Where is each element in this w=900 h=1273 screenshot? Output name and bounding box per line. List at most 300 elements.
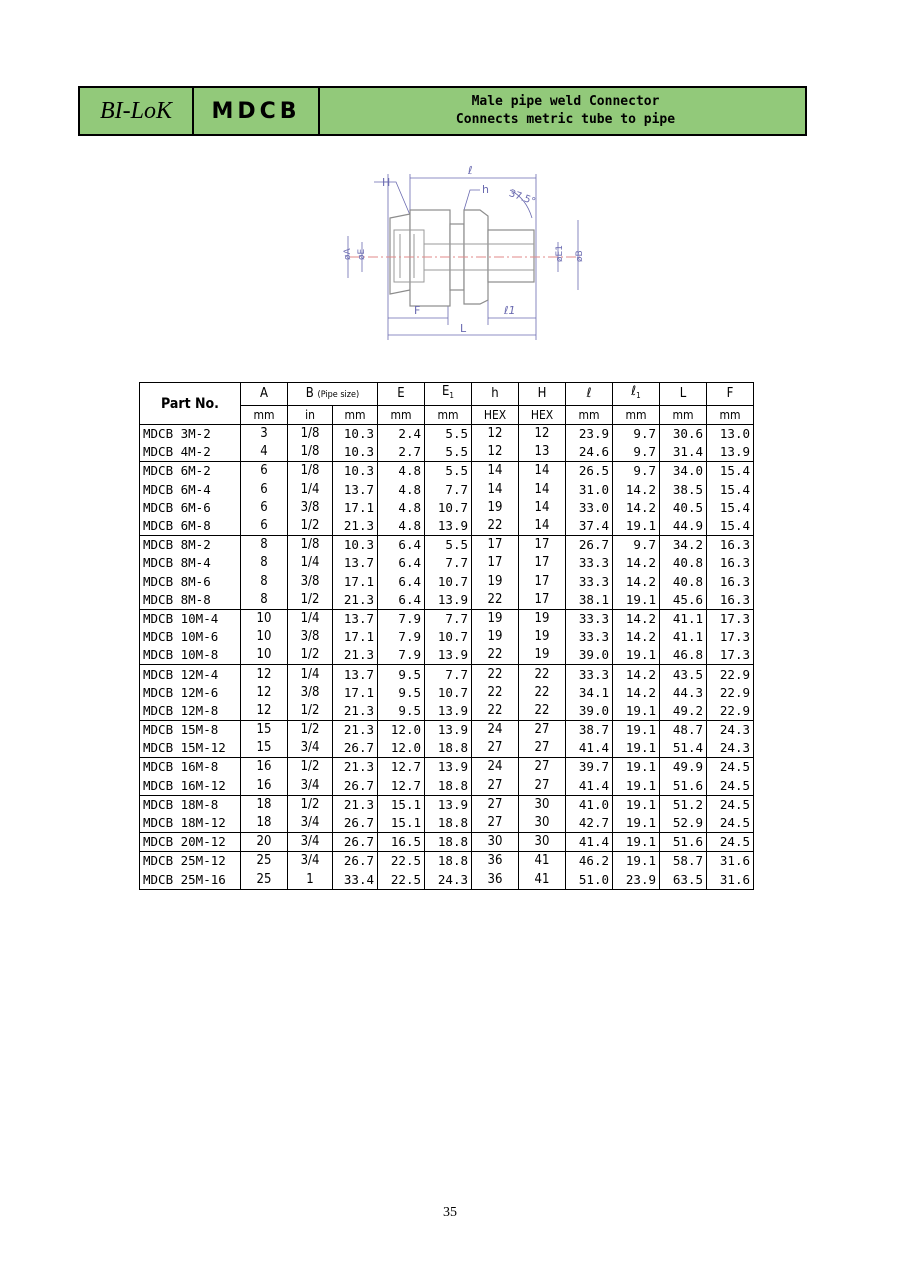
value-cell: 44.9: [660, 517, 707, 536]
value-cell: 40.8: [660, 573, 707, 591]
part-number-cell: MDCB 12M-6: [140, 684, 241, 702]
table-row: [140, 609, 754, 628]
value-cell: 18: [241, 795, 288, 814]
part-number-cell: MDCB 8M-2: [140, 536, 241, 555]
header-B: [288, 383, 378, 406]
value-cell: 1: [288, 871, 333, 890]
unit-cell: HEX: [472, 406, 519, 425]
value-cell: 14.2: [613, 481, 660, 499]
value-cell: 14: [519, 517, 566, 536]
value-cell: 15.4: [707, 517, 754, 536]
value-cell: 1/4: [288, 481, 333, 499]
value-cell: 41.4: [566, 739, 613, 758]
value-cell: 33.4: [333, 871, 378, 890]
table-row: [140, 628, 754, 646]
value-cell: 6.4: [378, 536, 425, 555]
part-number-cell: MDCB 10M-8: [140, 646, 241, 665]
table-row: [140, 758, 754, 777]
value-cell: 18.8: [425, 739, 472, 758]
header-l: ℓ: [566, 383, 613, 406]
value-cell: 15: [241, 721, 288, 740]
value-cell: 49.2: [660, 702, 707, 721]
value-cell: 17.1: [333, 684, 378, 702]
value-cell: 33.3: [566, 665, 613, 684]
value-cell: 14: [519, 462, 566, 481]
value-cell: 13.7: [333, 665, 378, 684]
value-cell: 17: [519, 591, 566, 610]
value-cell: 44.3: [660, 684, 707, 702]
value-cell: 13.7: [333, 609, 378, 628]
value-cell: 38.7: [566, 721, 613, 740]
value-cell: 1/8: [288, 536, 333, 555]
value-cell: 41.0: [566, 795, 613, 814]
value-cell: 24.3: [707, 721, 754, 740]
value-cell: 18.8: [425, 814, 472, 833]
header-l1-label: ℓ: [631, 384, 637, 399]
part-number-cell: MDCB 12M-8: [140, 702, 241, 721]
value-cell: 36: [472, 871, 519, 890]
label-l: ℓ: [468, 164, 473, 177]
label-H: H: [382, 176, 391, 189]
value-cell: 19: [472, 499, 519, 517]
value-cell: 27: [472, 814, 519, 833]
value-cell: 15: [241, 739, 288, 758]
value-cell: 6: [241, 462, 288, 481]
value-cell: 19: [472, 573, 519, 591]
value-cell: 22.9: [707, 684, 754, 702]
part-number-cell: MDCB 18M-12: [140, 814, 241, 833]
part-number-cell: MDCB 16M-12: [140, 777, 241, 796]
value-cell: 16.3: [707, 536, 754, 555]
unit-cell: mm: [241, 406, 288, 425]
value-cell: 17: [472, 554, 519, 572]
value-cell: 41.1: [660, 609, 707, 628]
label-l1: ℓ1: [504, 304, 516, 317]
value-cell: 22.9: [707, 665, 754, 684]
value-cell: 58.7: [660, 852, 707, 871]
value-cell: 19.1: [613, 739, 660, 758]
table-body: [140, 425, 754, 890]
value-cell: 14.2: [613, 499, 660, 517]
value-cell: 33.0: [566, 499, 613, 517]
page-number: 35: [443, 1205, 457, 1220]
value-cell: 24.6: [566, 443, 613, 462]
label-L: L: [460, 322, 467, 335]
value-cell: 51.4: [660, 739, 707, 758]
value-cell: 4: [241, 443, 288, 462]
value-cell: 24.3: [707, 739, 754, 758]
value-cell: 41.4: [566, 833, 613, 852]
value-cell: 10: [241, 628, 288, 646]
value-cell: 46.8: [660, 646, 707, 665]
value-cell: 12.7: [378, 777, 425, 796]
value-cell: 1/2: [288, 702, 333, 721]
value-cell: 18: [241, 814, 288, 833]
value-cell: 63.5: [660, 871, 707, 890]
unit-cell: mm: [425, 406, 472, 425]
value-cell: 12.0: [378, 739, 425, 758]
value-cell: 26.7: [333, 777, 378, 796]
value-cell: 24.5: [707, 777, 754, 796]
value-cell: 14: [519, 499, 566, 517]
value-cell: 18.8: [425, 833, 472, 852]
header-E1-sub: 1: [449, 391, 454, 400]
part-number-cell: MDCB 8M-4: [140, 554, 241, 572]
description-line-2: Connects metric tube to pipe: [455, 112, 676, 127]
value-cell: 41: [519, 871, 566, 890]
value-cell: 49.9: [660, 758, 707, 777]
value-cell: 19: [519, 646, 566, 665]
value-cell: 14: [519, 481, 566, 499]
part-number-cell: MDCB 10M-4: [140, 609, 241, 628]
value-cell: 26.7: [333, 833, 378, 852]
label-E: øE: [357, 248, 367, 260]
value-cell: 34.2: [660, 536, 707, 555]
value-cell: 8: [241, 536, 288, 555]
value-cell: 5.5: [425, 425, 472, 444]
table-row: [140, 573, 754, 591]
value-cell: 39.0: [566, 702, 613, 721]
header-L: L: [660, 383, 707, 406]
value-cell: 15.4: [707, 462, 754, 481]
value-cell: 15.1: [378, 814, 425, 833]
value-cell: 1/4: [288, 665, 333, 684]
value-cell: 17: [519, 554, 566, 572]
value-cell: 38.1: [566, 591, 613, 610]
value-cell: 45.6: [660, 591, 707, 610]
value-cell: 34.1: [566, 684, 613, 702]
value-cell: 48.7: [660, 721, 707, 740]
value-cell: 27: [519, 777, 566, 796]
value-cell: 17.3: [707, 628, 754, 646]
table-row: [140, 517, 754, 536]
value-cell: 16.3: [707, 554, 754, 572]
connector-drawing: [330, 160, 600, 350]
value-cell: 9.7: [613, 425, 660, 444]
value-cell: 31.6: [707, 871, 754, 890]
value-cell: 9.7: [613, 443, 660, 462]
label-B: øB: [575, 250, 585, 262]
value-cell: 24: [472, 758, 519, 777]
value-cell: 22: [472, 517, 519, 536]
value-cell: 6.4: [378, 591, 425, 610]
value-cell: 13.9: [425, 646, 472, 665]
value-cell: 24.5: [707, 833, 754, 852]
unit-cell: mm: [613, 406, 660, 425]
value-cell: 5.5: [425, 462, 472, 481]
value-cell: 9.5: [378, 702, 425, 721]
value-cell: 13.9: [425, 517, 472, 536]
table-row: [140, 795, 754, 814]
table-row: [140, 721, 754, 740]
value-cell: 13.0: [707, 425, 754, 444]
value-cell: 22.5: [378, 871, 425, 890]
value-cell: 8: [241, 573, 288, 591]
value-cell: 12.0: [378, 721, 425, 740]
part-number-cell: MDCB 20M-12: [140, 833, 241, 852]
header-h: h: [472, 383, 519, 406]
table-row: [140, 777, 754, 796]
table-row: [140, 591, 754, 610]
value-cell: 13.7: [333, 481, 378, 499]
table-row: [140, 684, 754, 702]
value-cell: 4.8: [378, 462, 425, 481]
label-h: h: [482, 183, 489, 196]
value-cell: 21.3: [333, 591, 378, 610]
value-cell: 3/8: [288, 499, 333, 517]
value-cell: 3/8: [288, 573, 333, 591]
value-cell: 21.3: [333, 758, 378, 777]
header-B-note: (Pipe size): [317, 389, 360, 400]
value-cell: 10.3: [333, 425, 378, 444]
table-row: [140, 554, 754, 572]
value-cell: 25: [241, 852, 288, 871]
table-row: [140, 481, 754, 499]
header-l1: [613, 383, 660, 406]
value-cell: 17.1: [333, 499, 378, 517]
value-cell: 13.9: [425, 795, 472, 814]
value-cell: 1/4: [288, 609, 333, 628]
value-cell: 18.8: [425, 777, 472, 796]
value-cell: 21.3: [333, 795, 378, 814]
value-cell: 26.7: [333, 852, 378, 871]
value-cell: 19: [472, 609, 519, 628]
value-cell: 36: [472, 852, 519, 871]
value-cell: 14: [472, 462, 519, 481]
value-cell: 6: [241, 517, 288, 536]
value-cell: 37.4: [566, 517, 613, 536]
value-cell: 12: [472, 425, 519, 444]
value-cell: 41.1: [660, 628, 707, 646]
value-cell: 22.9: [707, 702, 754, 721]
value-cell: 1/8: [288, 425, 333, 444]
value-cell: 19.1: [613, 702, 660, 721]
value-cell: 15.1: [378, 795, 425, 814]
part-number-cell: MDCB 25M-16: [140, 871, 241, 890]
value-cell: 24.5: [707, 795, 754, 814]
value-cell: 3/4: [288, 777, 333, 796]
value-cell: 30: [519, 833, 566, 852]
value-cell: 39.0: [566, 646, 613, 665]
value-cell: 2.7: [378, 443, 425, 462]
table-row: [140, 462, 754, 481]
value-cell: 23.9: [566, 425, 613, 444]
value-cell: 7.9: [378, 646, 425, 665]
value-cell: 14.2: [613, 665, 660, 684]
unit-cell: mm: [566, 406, 613, 425]
table-row: [140, 871, 754, 890]
part-number-cell: MDCB 3M-2: [140, 425, 241, 444]
value-cell: 14.2: [613, 554, 660, 572]
value-cell: 20: [241, 833, 288, 852]
value-cell: 18.8: [425, 852, 472, 871]
header-A: A: [241, 383, 288, 406]
part-number-cell: MDCB 18M-8: [140, 795, 241, 814]
value-cell: 3/4: [288, 739, 333, 758]
value-cell: 43.5: [660, 665, 707, 684]
value-cell: 16: [241, 777, 288, 796]
value-cell: 2.4: [378, 425, 425, 444]
table-row: [140, 833, 754, 852]
value-cell: 1/2: [288, 591, 333, 610]
value-cell: 21.3: [333, 702, 378, 721]
value-cell: 5.5: [425, 443, 472, 462]
value-cell: 27: [519, 739, 566, 758]
value-cell: 1/8: [288, 443, 333, 462]
value-cell: 7.7: [425, 665, 472, 684]
value-cell: 12: [241, 684, 288, 702]
value-cell: 27: [519, 721, 566, 740]
header-part-no: Part No.: [140, 383, 241, 425]
value-cell: 19.1: [613, 591, 660, 610]
value-cell: 12: [519, 425, 566, 444]
table-row: [140, 443, 754, 462]
value-cell: 17: [519, 573, 566, 591]
value-cell: 14.2: [613, 573, 660, 591]
value-cell: 9.5: [378, 665, 425, 684]
value-cell: 22.5: [378, 852, 425, 871]
value-cell: 15.4: [707, 481, 754, 499]
part-number-cell: MDCB 25M-12: [140, 852, 241, 871]
value-cell: 51.6: [660, 777, 707, 796]
value-cell: 17.3: [707, 609, 754, 628]
value-cell: 30.6: [660, 425, 707, 444]
value-cell: 10.7: [425, 628, 472, 646]
value-cell: 22: [519, 665, 566, 684]
value-cell: 21.3: [333, 646, 378, 665]
header-B-label: B: [305, 385, 314, 401]
table-row: [140, 665, 754, 684]
value-cell: 24.5: [707, 758, 754, 777]
value-cell: 1/4: [288, 554, 333, 572]
value-cell: 17.3: [707, 646, 754, 665]
value-cell: 14.2: [613, 609, 660, 628]
unit-cell: mm: [707, 406, 754, 425]
value-cell: 8: [241, 591, 288, 610]
part-number-cell: MDCB 15M-12: [140, 739, 241, 758]
value-cell: 41: [519, 852, 566, 871]
table-row: [140, 814, 754, 833]
label-A: øA: [343, 248, 353, 260]
model-code: MDCB: [194, 88, 320, 134]
value-cell: 7.7: [425, 609, 472, 628]
header-E1-label: E: [442, 384, 450, 399]
value-cell: 7.9: [378, 609, 425, 628]
value-cell: 19.1: [613, 758, 660, 777]
value-cell: 51.6: [660, 833, 707, 852]
label-E1: øE1: [555, 245, 565, 262]
value-cell: 7.7: [425, 481, 472, 499]
value-cell: 33.3: [566, 573, 613, 591]
value-cell: 12: [241, 702, 288, 721]
value-cell: 1/2: [288, 721, 333, 740]
value-cell: 31.0: [566, 481, 613, 499]
value-cell: 1/2: [288, 795, 333, 814]
value-cell: 6: [241, 499, 288, 517]
value-cell: 3/4: [288, 814, 333, 833]
value-cell: 33.3: [566, 609, 613, 628]
value-cell: 27: [472, 739, 519, 758]
header-E: E: [378, 383, 425, 406]
part-number-cell: MDCB 12M-4: [140, 665, 241, 684]
value-cell: 17.1: [333, 628, 378, 646]
value-cell: 4.8: [378, 481, 425, 499]
part-number-cell: MDCB 10M-6: [140, 628, 241, 646]
value-cell: 13.9: [425, 758, 472, 777]
value-cell: 30: [519, 814, 566, 833]
brand-logo: BI-LoK: [80, 88, 194, 134]
value-cell: 5.5: [425, 536, 472, 555]
value-cell: 16.3: [707, 591, 754, 610]
value-cell: 1/2: [288, 646, 333, 665]
value-cell: 51.2: [660, 795, 707, 814]
value-cell: 17.1: [333, 573, 378, 591]
value-cell: 10: [241, 646, 288, 665]
value-cell: 4.8: [378, 517, 425, 536]
value-cell: 25: [241, 871, 288, 890]
part-number-cell: MDCB 6M-4: [140, 481, 241, 499]
value-cell: 19.1: [613, 721, 660, 740]
table-row: [140, 425, 754, 444]
value-cell: 1/8: [288, 462, 333, 481]
value-cell: 10: [241, 609, 288, 628]
table-row: [140, 852, 754, 871]
value-cell: 16: [241, 758, 288, 777]
value-cell: 19.1: [613, 646, 660, 665]
part-number-cell: MDCB 6M-2: [140, 462, 241, 481]
value-cell: 19.1: [613, 777, 660, 796]
value-cell: 24.3: [425, 871, 472, 890]
unit-cell: mm: [378, 406, 425, 425]
value-cell: 19.1: [613, 517, 660, 536]
table-row: [140, 536, 754, 555]
value-cell: 7.7: [425, 554, 472, 572]
product-description: [320, 88, 805, 134]
value-cell: 22: [472, 684, 519, 702]
value-cell: 13.9: [425, 721, 472, 740]
header-F: F: [707, 383, 754, 406]
value-cell: 16.5: [378, 833, 425, 852]
value-cell: 19.1: [613, 814, 660, 833]
label-F: F: [414, 304, 421, 317]
value-cell: 26.7: [333, 739, 378, 758]
value-cell: 3/8: [288, 684, 333, 702]
unit-cell: mm: [333, 406, 378, 425]
value-cell: 13.7: [333, 554, 378, 572]
value-cell: 12.7: [378, 758, 425, 777]
value-cell: 41.4: [566, 777, 613, 796]
value-cell: 10.3: [333, 462, 378, 481]
value-cell: 30: [472, 833, 519, 852]
value-cell: 19.1: [613, 833, 660, 852]
value-cell: 24.5: [707, 814, 754, 833]
value-cell: 40.5: [660, 499, 707, 517]
part-number-cell: MDCB 4M-2: [140, 443, 241, 462]
value-cell: 1/2: [288, 517, 333, 536]
table-row: [140, 646, 754, 665]
part-number-cell: MDCB 16M-8: [140, 758, 241, 777]
value-cell: 30: [519, 795, 566, 814]
value-cell: 8: [241, 554, 288, 572]
value-cell: 40.8: [660, 554, 707, 572]
table-row: [140, 499, 754, 517]
value-cell: 52.9: [660, 814, 707, 833]
value-cell: 16.3: [707, 573, 754, 591]
value-cell: 22: [472, 646, 519, 665]
value-cell: 22: [472, 665, 519, 684]
value-cell: 31.4: [660, 443, 707, 462]
part-number-cell: MDCB 8M-8: [140, 591, 241, 610]
